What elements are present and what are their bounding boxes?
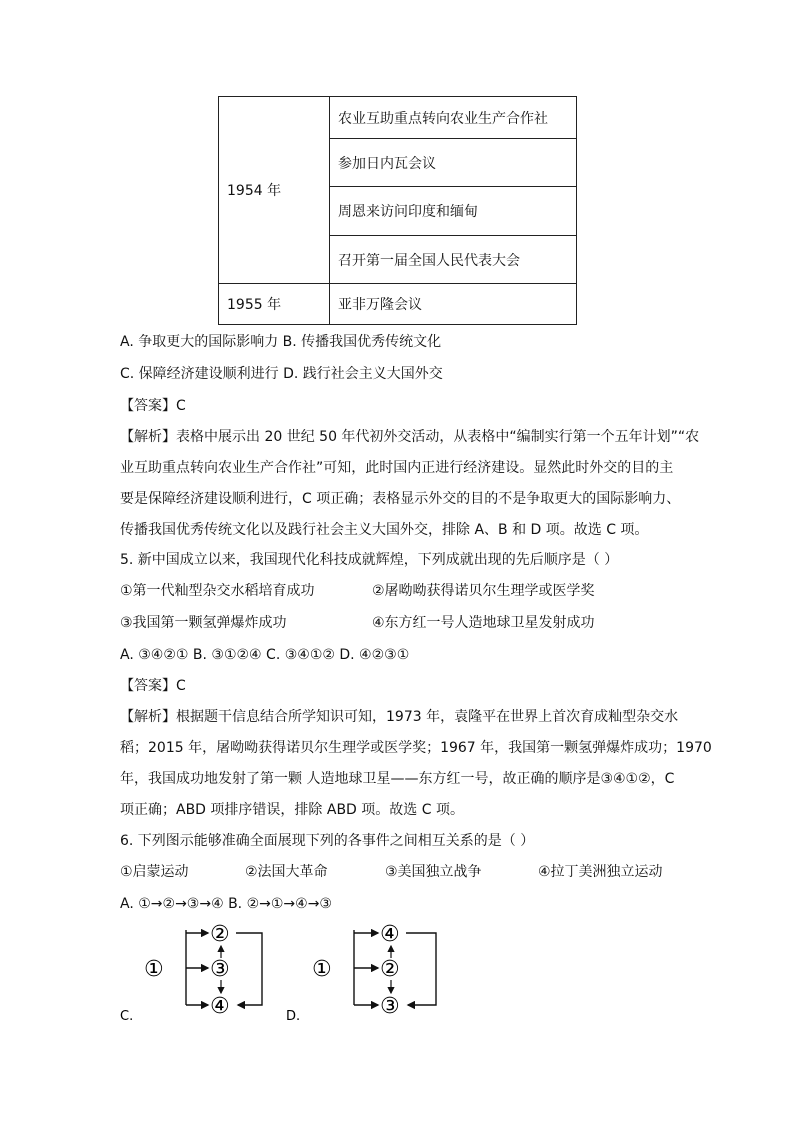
event-cell: 召开第一届全国人民代表大会 [330, 236, 577, 284]
diagram-c-mid-node: ③ [210, 957, 230, 982]
q5-analysis-line: 年，我国成功地发射了第一颗 人造地球卫星——东方红一号，故正确的顺序是③④①②，C [120, 771, 675, 787]
event-cell: 农业互助重点转向农业生产合作社 [330, 97, 577, 139]
q5-analysis-line: 【解析】根据题干信息结合所学知识可知，1973 年，袁隆平在世界上首次育成籼型杂交水 [120, 709, 679, 725]
q6-item: ②法国大革命 [245, 864, 328, 880]
diagram-d-label: D. [286, 1009, 301, 1024]
q5-analysis-line: 项正确；ABD 项排序错误，排除 ABD 项。故选 C 项。 [120, 802, 464, 818]
q4-analysis-line: 要是保障经济建设顺利进行，C 项正确；表格显示外交的目的不是争取更大的国际影响力、 [120, 491, 681, 507]
q5-item: ②屠呦呦获得诺贝尔生理学或医学奖 [372, 583, 595, 599]
q6-item: ③美国独立战争 [385, 864, 482, 880]
q4-analysis-line: 【解析】表格中展示出 20 世纪 50 年代初外交活动，从表格中“编制实行第一个五年计划”“农 [120, 429, 700, 445]
q4-options-line1: A. 争取更大的国际影响力 B. 传播我国优秀传统文化 [120, 334, 442, 350]
q5-stem: 5. 新中国成立以来，我国现代化科技成就辉煌，下列成就出现的先后顺序是（ ） [120, 552, 619, 568]
q4-options-line2: C. 保障经济建设顺利进行 D. 践行社会主义大国外交 [120, 366, 443, 382]
diagram-d-loop [406, 933, 436, 1005]
diagram-c-loop [236, 933, 262, 1005]
q5-item: ①第一代籼型杂交水稻培育成功 [120, 583, 315, 599]
q5-item: ③我国第一颗氢弹爆炸成功 [120, 615, 287, 631]
diagram-c-label: C. [120, 1009, 134, 1024]
diagram-d [284, 920, 454, 1030]
event-cell: 参加日内瓦会议 [330, 139, 577, 187]
q4-answer: 【答案】C [120, 398, 186, 414]
diagram-c-bottom-node: ④ [210, 994, 230, 1019]
q6-options-ab: A. ①→②→③→④ B. ②→①→④→③ [120, 896, 332, 912]
q4-analysis-line: 传播我国优秀传统文化以及践行社会主义大国外交，排除 A、B 和 D 项。故选 C 项。 [120, 522, 649, 538]
q6-item: ④拉丁美洲独立运动 [538, 864, 663, 880]
q4-analysis-line: 业互助重点转向农业生产合作社”可知，此时国内正进行经济建设。显然此时外交的目的主 [120, 460, 674, 476]
q5-options: A. ③④②① B. ③①②④ C. ③④①② D. ④②③① [120, 647, 410, 663]
diagram-c-top-node: ② [210, 922, 230, 947]
event-cell: 亚非万隆会议 [330, 284, 577, 325]
diagram-d-mid-node: ② [380, 957, 400, 982]
diagram-d-left-node: ① [312, 957, 332, 982]
diagram-d-bottom-node: ③ [380, 994, 400, 1019]
q5-analysis-line: 稻；2015 年，屠呦呦获得诺贝尔生理学或医学奖；1967 年，我国第一颗氢弹爆炸成功；1970 [120, 740, 712, 756]
q6-item: ①启蒙运动 [120, 864, 189, 880]
diagram-c-left-node: ① [144, 957, 164, 982]
q6-stem: 6. 下列图示能够准确全面展现下列的各事件之间相互关系的是（ ） [120, 833, 535, 849]
diagram-c [118, 920, 278, 1030]
event-cell: 周恩来访问印度和缅甸 [330, 187, 577, 236]
year-cell-1954: 1954 年 [219, 97, 330, 284]
year-cell-1955: 1955 年 [219, 284, 330, 325]
q5-answer: 【答案】C [120, 678, 186, 694]
events-table [218, 96, 577, 325]
diagram-d-top-node: ④ [380, 922, 400, 947]
q5-item: ④东方红一号人造地球卫星发射成功 [372, 615, 595, 631]
